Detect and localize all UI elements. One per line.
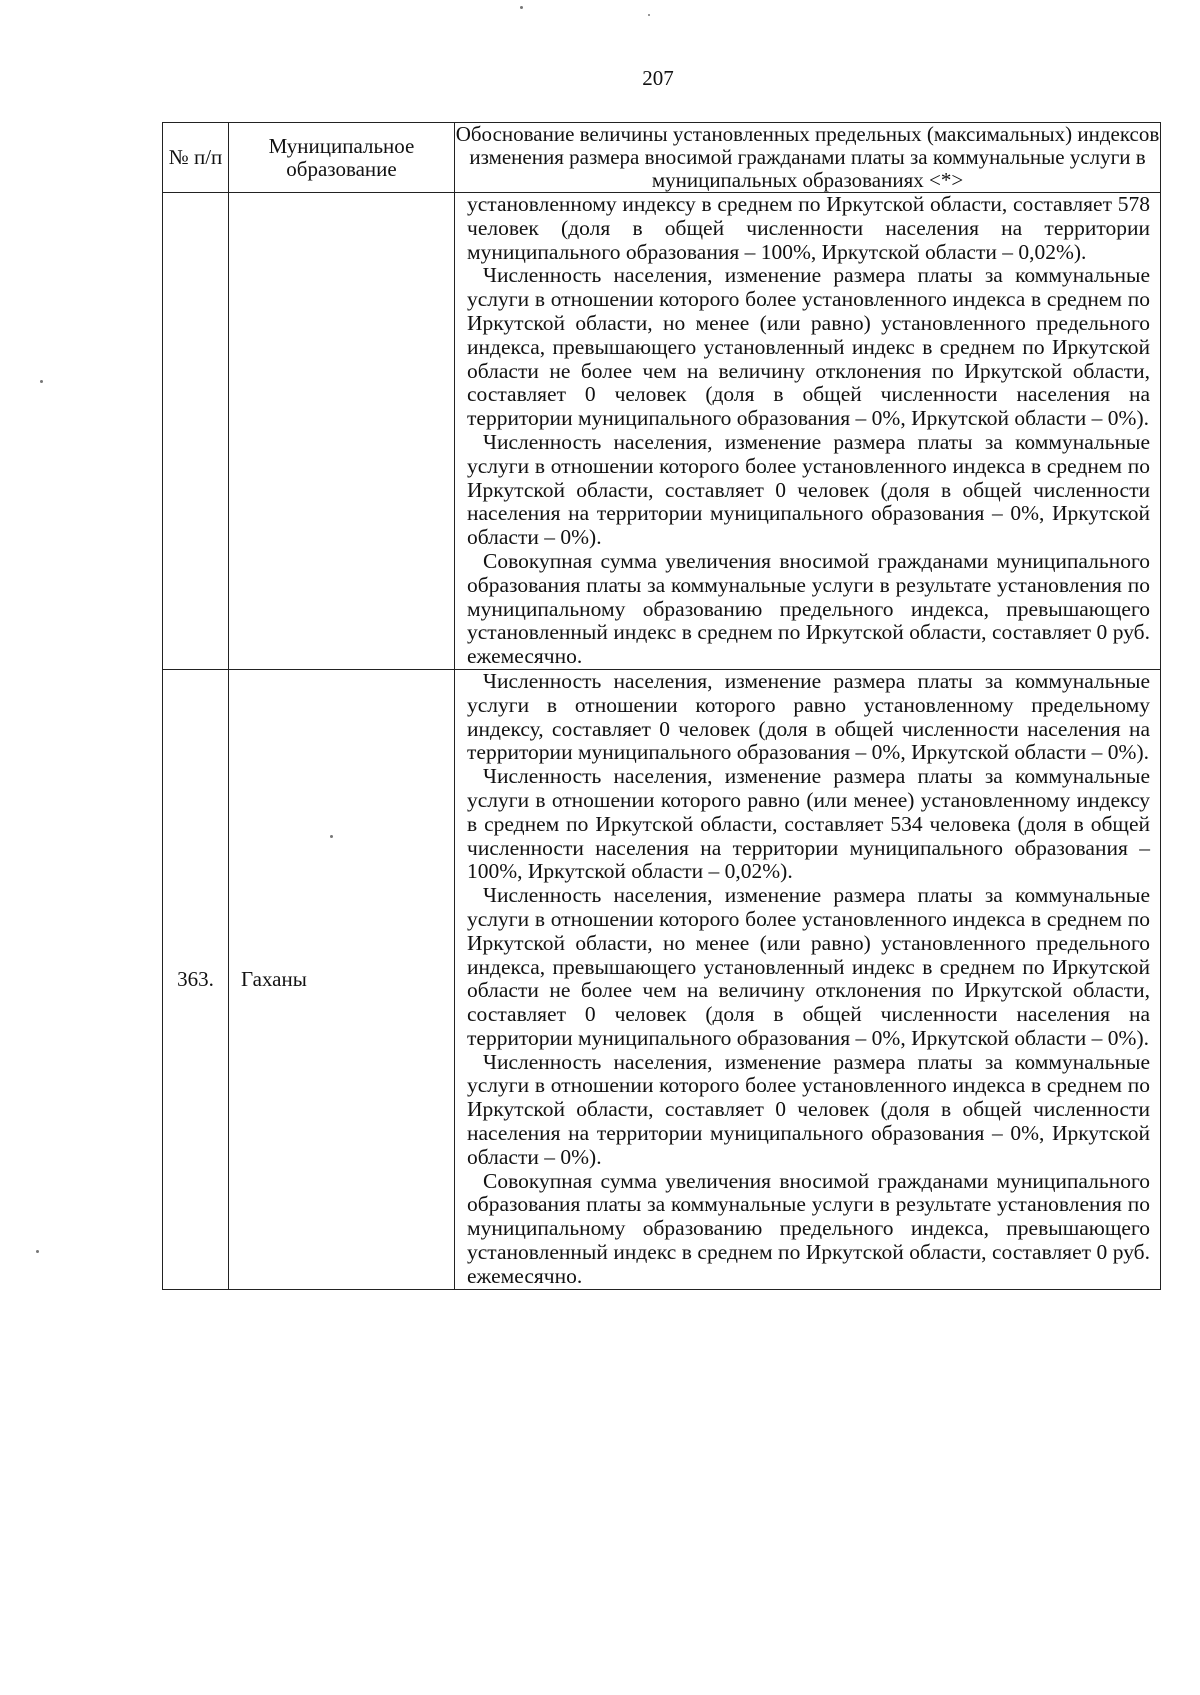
- justification-paragraph: Численность населения, изменение размера платы за коммунальные услуги в отношении которого равно (или менее) установленному индексу в среднем по Иркутской области, составляет 534 человека (доля в общей численности населения на территории муниципального образования – 100%, Иркутской области – 0,02%).: [467, 764, 1150, 884]
- justification-table: [162, 122, 1161, 1290]
- justification-paragraph: Численность населения, изменение размера платы за коммунальные услуги в отношении которого более установленного индекса в среднем по Иркутской области, составляет 0 человек (доля в общей численности населения на территории муниципального образования – 0%, Иркутской области – 0%).: [467, 1049, 1150, 1169]
- row-justification-cell: [455, 669, 1161, 1289]
- row-number-cell: [163, 193, 229, 670]
- justification-paragraph: Совокупная сумма увеличения вносимой гражданами муниципального образования платы за коммунальные услуги в результате установления по муниципальному образованию предельного индекса, превышающего установленный индекс в среднем по Иркутской области, составляет 0 руб. ежемесячно.: [467, 1168, 1150, 1288]
- row-municipality-cell: Гаханы: [229, 669, 455, 1289]
- row-municipality-cell: [229, 193, 455, 670]
- scan-speck: [36, 1250, 39, 1253]
- table-header-row: [163, 123, 1161, 193]
- justification-paragraph: Совокупная сумма увеличения вносимой гражданами муниципального образования платы за коммунальные услуги в результате установления по муниципальному образованию предельного индекса, превышающего установленный индекс в среднем по Иркутской области, составляет 0 руб. ежемесячно.: [467, 548, 1150, 669]
- scan-speck: [40, 380, 43, 383]
- justification-paragraph: Численность населения, изменение размера платы за коммунальные услуги в отношении которого равно установленному предельному индексу, составляет 0 человек (доля в общей численности населения на территории муниципального образования – 0%, Иркутской области – 0%).: [467, 668, 1150, 765]
- justification-paragraph: установленному индексу в среднем по Иркутской области, составляет 578 человек (доля в общей численности населения на территории муниципального образования – 100%, Иркутской области – 0,02%).: [467, 192, 1150, 264]
- row-number-cell: 363.: [163, 669, 229, 1289]
- row-justification-cell: [455, 193, 1161, 670]
- justification-paragraph: Численность населения, изменение размера платы за коммунальные услуги в отношении которого более установленного индекса в среднем по Иркутской области, составляет 0 человек (доля в общей численности населения на территории муниципального образования – 0%, Иркутской области – 0%).: [467, 429, 1150, 550]
- scan-speck: [520, 6, 523, 9]
- header-municipality: Муниципальное образование: [229, 123, 455, 193]
- header-number: № п/п: [163, 123, 229, 193]
- table-row: [163, 193, 1161, 670]
- justification-paragraph: Численность населения, изменение размера платы за коммунальные услуги в отношении которого более установленного индекса в среднем по Иркутской области, но менее (или равно) установленного предельного индекса, превышающего установленный индекс в среднем по Иркутской области не более чем на величину отклонения по Иркутской области, составляет 0 человек (доля в общей численности населения на территории муниципального образования – 0%, Иркутской области – 0%).: [467, 883, 1150, 1050]
- scan-speck: [648, 14, 650, 16]
- header-justification: Обоснование величины установленных предельных (максимальных) индексов изменения размера вносимой гражданами платы за коммунальные услуги в муниципальных образованиях <*>: [455, 122, 1160, 192]
- justification-paragraph: Численность населения, изменение размера платы за коммунальные услуги в отношении которого более установленного индекса в среднем по Иркутской области, но менее (или равно) установленного предельного индекса, превышающего установленный индекс в среднем по Иркутской области не более чем на величину отклонения по Иркутской области, составляет 0 человек (доля в общей численности населения на территории муниципального образования – 0%, Иркутской области – 0%).: [467, 263, 1150, 431]
- table-row: [163, 669, 1161, 1289]
- page-number: 207: [642, 66, 674, 90]
